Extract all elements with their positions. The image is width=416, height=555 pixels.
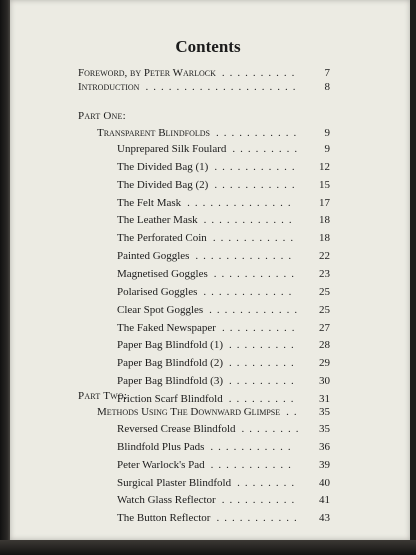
entry-title: Watch Glass Reflector: [117, 494, 216, 507]
page-number: 35: [319, 406, 330, 418]
page-number: 40: [319, 476, 330, 489]
page-title: Contents: [175, 37, 241, 56]
dot-leaders: ...........: [213, 267, 299, 280]
toc-entry: [117, 179, 330, 195]
page-number: 35: [319, 423, 330, 435]
page-number: 15: [319, 178, 330, 191]
page-number: 22: [319, 250, 330, 263]
toc-entry: [117, 512, 330, 528]
dot-leaders: .............: [195, 250, 297, 263]
dot-leaders: .........: [229, 375, 299, 388]
dot-leaders: ..: [286, 406, 302, 418]
toc-entry: [117, 322, 330, 338]
dot-leaders: ...........: [216, 512, 302, 525]
dot-leaders: ............: [203, 214, 297, 227]
dot-leaders: ...........: [212, 232, 299, 245]
toc-entry: [117, 339, 330, 355]
dot-leaders: ..........: [221, 494, 300, 507]
toc-entry: [117, 357, 330, 373]
dot-leaders: ...........: [214, 160, 300, 173]
dot-leaders: .........: [232, 143, 303, 155]
toc-entry: [117, 268, 330, 284]
dot-leaders: .........: [229, 339, 299, 352]
dot-leaders: ...........: [210, 440, 296, 453]
page-number: 17: [319, 196, 330, 209]
entry-title: Polarised Goggles: [117, 285, 198, 298]
entry-title: Paper Bag Blindfold (2): [117, 357, 224, 370]
entry-title: Clear Spot Goggles: [117, 303, 204, 316]
entry-title: The Felt Mask: [117, 196, 182, 209]
toc-entry: [117, 423, 330, 439]
toc-entry: [117, 459, 330, 475]
page-number: 43: [319, 512, 330, 525]
toc-entry: [78, 81, 330, 97]
page-number: 9: [324, 127, 330, 139]
toc-entry: [117, 441, 330, 457]
entry-title: The Faked Newspaper: [117, 321, 216, 334]
part-heading: Part One:: [78, 110, 126, 122]
entry-title: Reversed Crease Blindfold: [117, 423, 236, 435]
toc-entry: [117, 161, 330, 177]
entry-title: Methods Using The Downward Glimpse: [97, 406, 281, 418]
entry-title: Paper Bag Blindfold (3): [117, 375, 224, 388]
page-number: 41: [319, 494, 330, 507]
dot-leaders: ..........: [221, 67, 300, 79]
dot-leaders: ....................: [145, 81, 301, 93]
entry-title: Foreword, by Peter Warlock: [78, 67, 216, 79]
dot-leaders: ..........: [221, 321, 300, 334]
entry-title: The Perforated Coin: [117, 232, 207, 245]
entry-title: Blindfold Plus Pads: [117, 440, 205, 453]
page-number: 28: [319, 339, 330, 352]
toc-entry: [117, 214, 330, 230]
page-number: 23: [319, 267, 330, 280]
toc-entry: [117, 375, 330, 391]
entry-title: Introduction: [78, 81, 140, 93]
entry-title: The Leather Mask: [117, 214, 198, 227]
dot-leaders: ...........: [214, 178, 300, 191]
toc-entry: [117, 477, 330, 493]
entry-title: Surgical Plaster Blindfold: [117, 476, 232, 489]
dot-leaders: .........: [229, 357, 299, 370]
entry-title: Unprepared Silk Foulard: [117, 143, 227, 155]
toc-entry: [117, 250, 330, 266]
toc-entry: [117, 494, 330, 510]
dot-leaders: ........: [237, 476, 300, 489]
page-number: 8: [324, 81, 330, 93]
page-number: 12: [319, 160, 330, 173]
page-number: 18: [319, 214, 330, 227]
toc-entry: [117, 143, 330, 159]
entry-title: The Button Reflector: [117, 512, 211, 525]
dot-leaders: ...........: [210, 458, 296, 471]
dot-leaders: ............: [209, 303, 303, 316]
entry-title: Magnetised Goggles: [117, 267, 208, 280]
part-heading: Part Two:: [78, 390, 128, 402]
entry-title: The Divided Bag (2): [117, 178, 209, 191]
page-number: 29: [319, 357, 330, 370]
dot-leaders: ........: [241, 423, 304, 435]
section-entry: [97, 406, 330, 422]
page-number: 39: [319, 458, 330, 471]
page-number: 7: [324, 67, 330, 79]
page-number: 30: [319, 375, 330, 388]
dot-leaders: ............: [203, 285, 297, 298]
entry-title: Transparent Blindfolds: [97, 127, 210, 139]
page-number: 31: [319, 392, 330, 405]
page-bottom-edge: [0, 540, 416, 555]
dot-leaders: .........: [228, 392, 299, 405]
dot-leaders: ...........: [215, 127, 302, 139]
section-entry: [97, 127, 330, 143]
toc-entry: [117, 232, 330, 248]
toc-entry: [117, 304, 330, 320]
toc-entry: [117, 286, 330, 302]
entry-title: Painted Goggles: [117, 250, 190, 263]
page-number: 25: [319, 285, 330, 298]
dot-leaders: ..............: [187, 196, 296, 209]
page-number: 18: [319, 232, 330, 245]
entry-title: Friction Scarf Blindfold: [117, 392, 223, 405]
toc-entry: [117, 197, 330, 213]
page-number: 9: [324, 143, 330, 155]
entry-title: The Divided Bag (1): [117, 160, 209, 173]
page-number: 27: [319, 321, 330, 334]
entry-title: Peter Warlock's Pad: [117, 458, 205, 471]
entry-title: Paper Bag Blindfold (1): [117, 339, 224, 352]
page-number: 36: [319, 440, 330, 453]
page-number: 25: [319, 303, 330, 316]
